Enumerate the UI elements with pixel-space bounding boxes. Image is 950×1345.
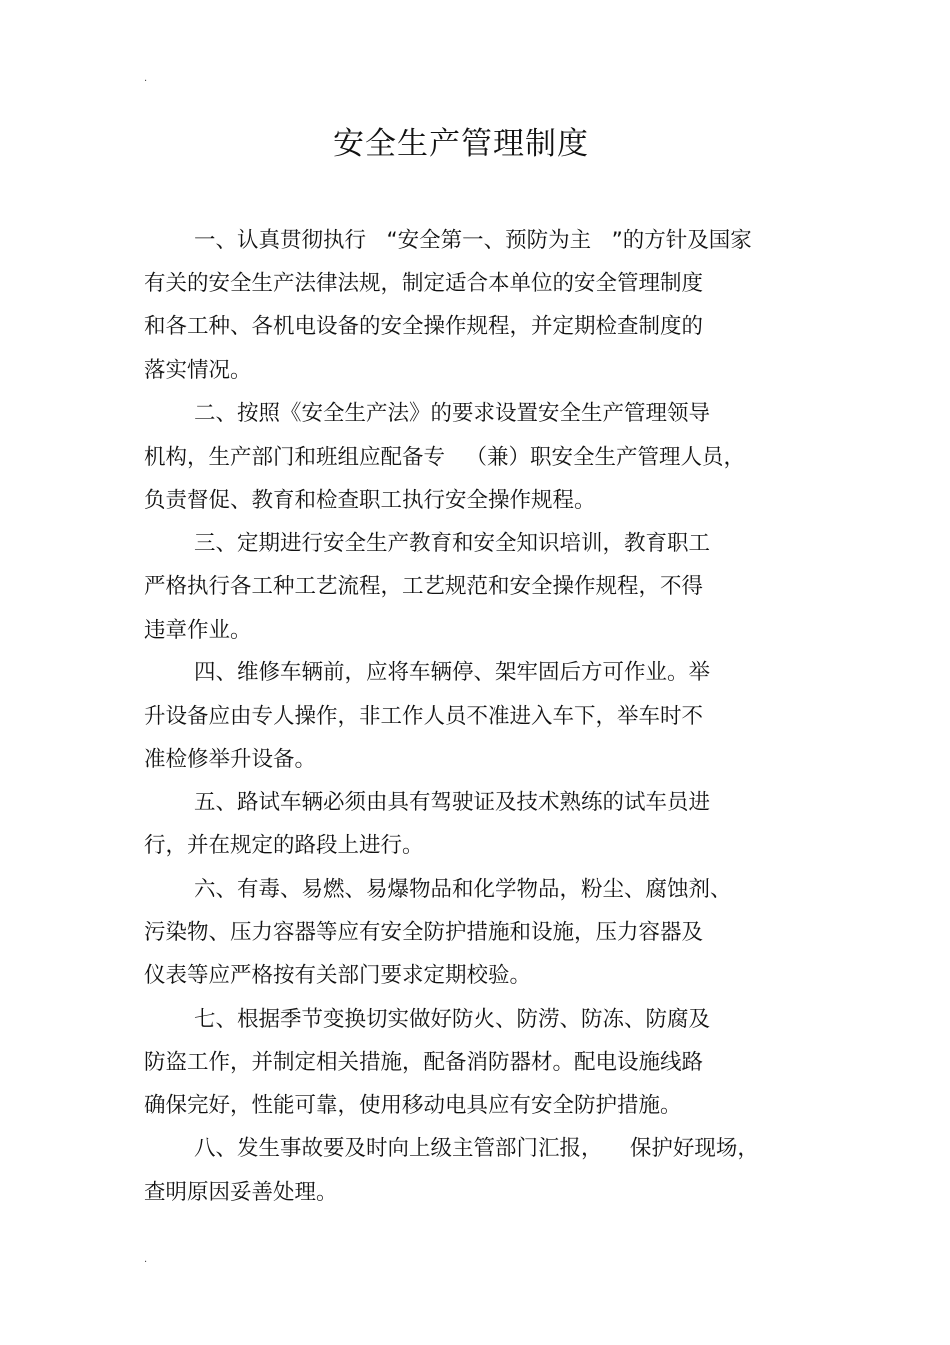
paragraph-3-line-2: 严格执行各工种工艺流程，工艺规范和安全操作规程，不得	[144, 574, 704, 599]
paragraph-2-line-2: 机构，生产部门和班组应配备专 （兼）职安全生产管理人员，	[144, 445, 746, 470]
page-mark-top: .	[144, 73, 148, 84]
paragraph-5-line-2: 行，并在规定的路段上进行。	[144, 833, 424, 858]
paragraph-1-line-4: 落实情况。	[144, 358, 252, 383]
paragraph-4-line-1: 四、维修车辆前，应将车辆停、架牢固后方可作业。举	[194, 660, 711, 685]
paragraph-5-line-1: 五、路试车辆必须由具有驾驶证及技术熟练的试车员进	[194, 790, 711, 815]
paragraph-7-line-3: 确保完好，性能可靠，使用移动电具应有安全防护措施。	[144, 1093, 682, 1118]
paragraph-6-line-3: 仪表等应严格按有关部门要求定期校验。	[144, 963, 532, 988]
paragraph-7-line-1: 七、根据季节变换切实做好防火、防涝、防冻、防腐及	[194, 1007, 711, 1032]
paragraph-4-line-2: 升设备应由专人操作，非工作人员不准进入车下，举车时不	[144, 704, 704, 729]
paragraph-8-line-1: 八、发生事故要及时向上级主管部门汇报， 保护好现场，	[194, 1136, 759, 1161]
document-title: 安全生产管理制度	[333, 126, 589, 162]
paragraph-1-line-1: 一、认真贯彻执行 “安全第一、预防为主 ”的方针及国家	[194, 228, 752, 253]
paragraph-6-line-2: 污染物、压力容器等应有安全防护措施和设施，压力容器及	[144, 920, 704, 945]
paragraph-7-line-2: 防盗工作，并制定相关措施，配备消防器材。配电设施线路	[144, 1050, 704, 1075]
paragraph-8-line-2: 查明原因妥善处理。	[144, 1180, 338, 1205]
paragraph-1-line-3: 和各工种、各机电设备的安全操作规程，并定期检查制度的	[144, 314, 704, 339]
paragraph-3-line-1: 三、定期进行安全生产教育和安全知识培训，教育职工	[194, 531, 711, 556]
paragraph-4-line-3: 准检修举升设备。	[144, 747, 317, 772]
paragraph-1-line-2: 有关的安全生产法律法规，制定适合本单位的安全管理制度	[144, 271, 704, 296]
paragraph-6-line-1: 六、有毒、易燃、易爆物品和化学物品，粉尘、腐蚀剂、	[194, 877, 732, 902]
page-mark-bottom: .	[144, 1254, 148, 1265]
paragraph-2-line-3: 负责督促、教育和检查职工执行安全操作规程。	[144, 488, 596, 513]
paragraph-3-line-3: 违章作业。	[144, 618, 252, 643]
paragraph-2-line-1: 二、按照《安全生产法》的要求设置安全生产管理领导	[194, 401, 711, 426]
